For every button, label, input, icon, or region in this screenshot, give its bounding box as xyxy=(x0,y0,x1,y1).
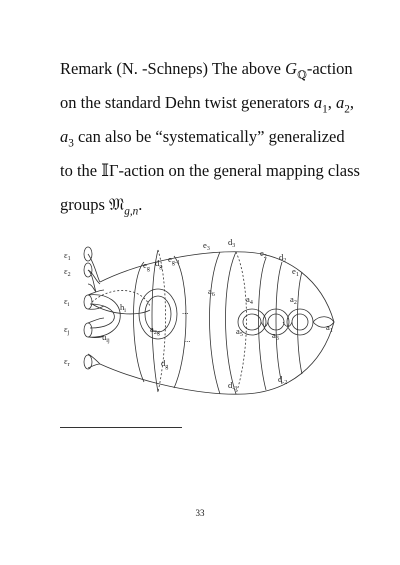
label-hi: $h_i$ xyxy=(120,302,126,314)
g-symbol: G xyxy=(285,59,298,78)
label-a2: $a_2$ xyxy=(290,294,297,306)
label-e1: $e_1$ xyxy=(292,266,299,278)
generator-a1: a xyxy=(313,93,323,112)
label-epsi: $\varepsilon_i$ xyxy=(64,296,70,308)
label-dg-bottom: $d_g$ xyxy=(161,358,169,370)
generator-a3: a xyxy=(60,127,69,146)
label-eg: $e_g$ xyxy=(143,260,150,272)
mapping-class-group-symbol: 𝔐 xyxy=(109,195,125,214)
label-e2: $e_2$ xyxy=(260,248,267,260)
hole-3 xyxy=(292,314,308,330)
label-dm3: $d_{-3}$ xyxy=(228,380,238,392)
label-a3: $a_3$ xyxy=(272,330,279,342)
curve-dg xyxy=(152,250,158,392)
label-dg-top: $d_g$ xyxy=(155,258,163,270)
generator-a2: a xyxy=(335,93,345,112)
curve-a5 xyxy=(261,322,268,327)
curve-d2 xyxy=(276,262,282,384)
boundary-epsj xyxy=(84,323,92,337)
remark-paragraph: Remark (N. -Schneps) The above $G_ℚ$-action on the standard Dehn twist generators $a_1$, $a_2$, $a_3$ can also be “systematically” generalized to the 𝕀Γ-action on the general mapping class groups 𝔐$_{g,n}$. xyxy=(60,59,360,218)
label-a2g: $a_{2g}$ xyxy=(150,324,160,336)
footnote-rule xyxy=(60,427,182,428)
curve-e1 xyxy=(298,272,303,374)
g-subscript: ℚ xyxy=(297,69,307,82)
m-subscript: g,n xyxy=(124,205,139,218)
surface-figure xyxy=(30,232,375,412)
label-a1: $a_1$ xyxy=(326,322,333,334)
surface-outline xyxy=(100,252,334,394)
label-dots-bottom: ... xyxy=(184,334,191,344)
hole-genus-g xyxy=(145,296,171,332)
page-number: 33 xyxy=(195,508,205,518)
boundary-epsr xyxy=(84,355,92,369)
label-epsj: $\varepsilon_j$ xyxy=(64,324,70,336)
label-epsr: $\varepsilon_r$ xyxy=(64,356,70,368)
curve-e3 xyxy=(210,252,221,394)
curve-a2 xyxy=(287,309,313,335)
label-eps1: $\varepsilon_1$ xyxy=(64,250,71,262)
label-d2: $d_2$ xyxy=(279,252,287,264)
label-a4: $a_4$ xyxy=(246,294,253,306)
label-dots-top: ... xyxy=(182,306,189,316)
surface-diagram xyxy=(30,232,375,412)
label-eps2: $\varepsilon_2$ xyxy=(64,266,71,278)
label-a5: $a_5$ xyxy=(236,326,243,338)
curve-eg xyxy=(134,262,145,382)
curve-a1 xyxy=(313,317,334,328)
diagram-labels xyxy=(64,237,333,392)
gamma-symbol: 𝕀Γ xyxy=(101,161,119,180)
label-egm1: $e_{g-1}$ xyxy=(168,254,180,266)
label-a6: $a_6$ xyxy=(208,286,215,298)
boundary-epsi xyxy=(84,295,92,309)
label-e3: $e_3$ xyxy=(203,240,210,252)
curve-uij xyxy=(90,304,114,328)
label-dm2: $d_{-2}$ xyxy=(278,374,288,386)
curve-d3 xyxy=(226,252,237,394)
label-d3: $d_3$ xyxy=(228,237,236,249)
label-uij: $u_{ij}$ xyxy=(102,332,110,344)
